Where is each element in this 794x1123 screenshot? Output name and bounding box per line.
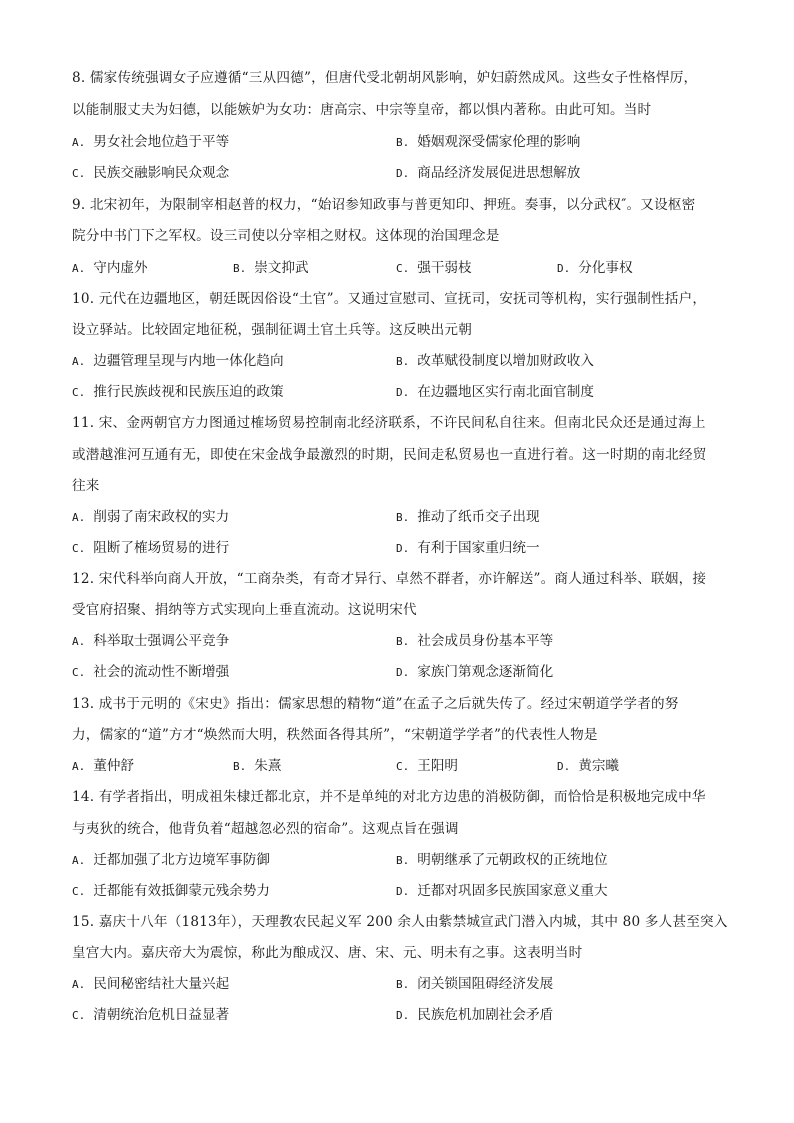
option-c <box>72 536 229 556</box>
option-text: 婚姻观深受儒家伦理的影响 <box>417 134 581 150</box>
option-c <box>396 754 458 774</box>
option-letter: D. <box>396 1009 410 1022</box>
option-a <box>72 505 229 525</box>
option-letter: B. <box>233 262 247 275</box>
option-letter: D. <box>396 542 410 555</box>
option-text: 崇文抑武 <box>254 260 309 276</box>
option-a <box>72 349 284 369</box>
option-letter: D. <box>557 760 571 773</box>
option-a <box>72 754 134 774</box>
option-d <box>396 380 594 400</box>
option-letter: D. <box>396 386 410 399</box>
option-letter: C. <box>72 885 86 898</box>
option-text: 迁都能有效抵御蒙元残余势力 <box>93 883 270 899</box>
option-letter: B. <box>396 854 410 867</box>
option-letter: A. <box>72 978 86 991</box>
option-letter: C. <box>396 262 410 275</box>
option-text: 民族危机加剧社会矛盾 <box>417 1007 554 1023</box>
option-d <box>396 536 540 556</box>
option-text: 边疆管理呈现与内地一体化趋向 <box>93 353 284 369</box>
option-text: 迁都加强了北方边境军事防御 <box>93 852 270 868</box>
option-b <box>396 972 553 992</box>
option-text: 推动了纸币交子出现 <box>417 509 540 525</box>
option-b <box>233 256 309 276</box>
question-stem-line: 以能制服丈夫为妇德，以能嫉妒为女功：唐高宗、中宗等皇帝，都以惧内著称。由此可知。当时 <box>72 102 652 118</box>
option-text: 社会成员身份基本平等 <box>417 633 554 649</box>
option-letter: A. <box>72 136 86 149</box>
option-letter: D. <box>396 167 410 180</box>
option-text: 王阳明 <box>417 758 459 774</box>
option-text: 黄宗曦 <box>578 758 620 774</box>
question-stem-line: 11. 宋、金两朝官方力图通过榷场贸易控制南北经济联系，不许民间私自往来。但南北民众还是通过海上 <box>72 415 706 431</box>
option-c <box>72 380 284 400</box>
question-stem-line: 9. 北宋初年，为限制宰相赵普的权力，“始诏参知政事与普更知印、押班。奏事，以分武权″。又设枢密 <box>72 197 696 213</box>
option-b <box>396 130 580 150</box>
option-b <box>396 848 608 868</box>
option-text: 改革赋役制度以增加财政收入 <box>417 353 594 369</box>
option-a <box>72 972 229 992</box>
option-letter: C. <box>72 1009 86 1022</box>
option-a <box>72 848 270 868</box>
option-text: 家族门第观念逐渐简化 <box>417 664 554 680</box>
option-text: 守内虚外 <box>93 260 148 276</box>
option-letter: D. <box>396 885 410 898</box>
option-text: 有利于国家重归统一 <box>417 540 540 556</box>
option-letter: C. <box>72 167 86 180</box>
option-text: 推行民族歧视和民族压迫的政策 <box>93 384 284 400</box>
option-letter: A. <box>72 635 86 648</box>
option-b <box>396 505 540 525</box>
option-text: 董仲舒 <box>93 758 135 774</box>
option-letter: D. <box>396 666 410 679</box>
option-text: 迁都对巩固多民族国家意义重大 <box>417 883 608 899</box>
question-stem-line: 15. 嘉庆十八年（1813年），天理教农民起义军 200 余人由紫禁城宣武门潜入内城，其中 80 多人甚至突入 <box>72 914 728 930</box>
option-letter: B. <box>396 511 410 524</box>
option-letter: B. <box>233 760 247 773</box>
option-letter: A. <box>72 511 86 524</box>
option-text: 在边疆地区实行南北面官制度 <box>417 384 594 400</box>
option-text: 阻断了榷场贸易的进行 <box>93 540 230 556</box>
option-letter: A. <box>72 760 86 773</box>
option-c <box>72 660 229 680</box>
option-text: 民族交融影响民众观念 <box>93 165 230 181</box>
option-letter: B. <box>396 355 410 368</box>
option-d <box>396 660 553 680</box>
option-letter: C. <box>72 666 86 679</box>
option-text: 民间秘密结社大量兴起 <box>93 976 230 992</box>
option-text: 社会的流动性不断增强 <box>93 664 230 680</box>
option-c <box>396 256 472 276</box>
option-c <box>72 879 270 899</box>
option-d <box>396 1003 553 1023</box>
option-text: 清朝统治危机日益显著 <box>93 1007 230 1023</box>
option-letter: C. <box>72 542 86 555</box>
option-text: 削弱了南宋政权的实力 <box>93 509 230 525</box>
option-d <box>557 754 619 774</box>
option-text: 朱熹 <box>254 758 282 774</box>
question-stem-line: 设立驿站。比较固定地征税，强制征调土官土兵等。这反映出元朝 <box>72 322 473 338</box>
option-text: 闭关锁国阻碍经济发展 <box>417 976 554 992</box>
question-stem-line: 8. 儒家传统强调女子应遵循“三从四德”，但唐代受北朝胡风影响，妒妇蔚然成风。这些女子性格悍厉， <box>72 70 698 86</box>
question-stem-line: 与夷狄的统合，他背负着“超越忽必烈的宿命”。这观点旨在强调 <box>72 821 459 837</box>
question-stem-line: 12. 宋代科举向商人开放，“工商杂类，有奇才异行、卓然不群者，亦许解送”。商人通过科举、联姻，接 <box>72 571 707 587</box>
option-b <box>396 629 553 649</box>
option-b <box>396 349 594 369</box>
option-text: 男女社会地位趋于平等 <box>93 134 230 150</box>
option-a <box>72 256 148 276</box>
option-c <box>72 1003 229 1023</box>
question-stem-line: 力，儒家的“道”方才“焕然而大明，秩然面各得其所”，“宋朝道学学者”的代表性人物是 <box>72 727 598 743</box>
option-b <box>233 754 281 774</box>
question-stem-line: 10. 元代在边疆地区，朝廷既因俗设“土官”。又通过宣慰司、宣抚司，安抚司等机构，实行强制性括户， <box>72 291 707 307</box>
option-letter: B. <box>396 136 410 149</box>
option-letter: D. <box>557 262 571 275</box>
option-letter: C. <box>72 386 86 399</box>
option-text: 明朝继承了元朝政权的正统地位 <box>417 852 608 868</box>
question-stem-line: 往来 <box>72 478 100 494</box>
option-d <box>396 161 580 181</box>
question-stem-line: 院分中书门下之军权。设三司使以分宰相之财权。这体现的治国理念是 <box>72 228 500 244</box>
option-d <box>557 256 633 276</box>
option-letter: B. <box>396 978 410 991</box>
option-text: 商品经济发展促进思想解放 <box>417 165 581 181</box>
option-a <box>72 629 229 649</box>
question-stem-line: 14. 有学者指出，明成祖朱棣迁都北京，并不是单纯的对北方边患的消极防御，而恰恰是积极地完成中华 <box>72 789 706 805</box>
question-stem-line: 13. 成书于元明的《宋史》指出：儒家思想的精物“道”在孟子之后就失传了。经过宋朝道学学者的努 <box>72 696 679 712</box>
option-c <box>72 161 229 181</box>
option-a <box>72 130 229 150</box>
option-letter: A. <box>72 854 86 867</box>
option-letter: B. <box>396 635 410 648</box>
option-letter: A. <box>72 355 86 368</box>
option-d <box>396 879 608 899</box>
option-text: 强干弱枝 <box>417 260 472 276</box>
option-text: 科举取士强调公平竞争 <box>93 633 230 649</box>
option-text: 分化事权 <box>578 260 633 276</box>
option-letter: C. <box>396 760 410 773</box>
question-stem-line: 受官府招聚、捐纳等方式实现向上垂直流动。这说明宋代 <box>72 602 417 618</box>
question-stem-line: 皇宫大内。嘉庆帝大为震惊，称此为酿成汉、唐、宋、元、明未有之事。这表明当时 <box>72 945 583 961</box>
question-stem-line: 或潜越淮河互通有无，即使在宋金战争最激烈的时期，民间走私贸易也一直进行着。这一时期的南北经贸 <box>72 447 707 463</box>
option-letter: A. <box>72 262 86 275</box>
